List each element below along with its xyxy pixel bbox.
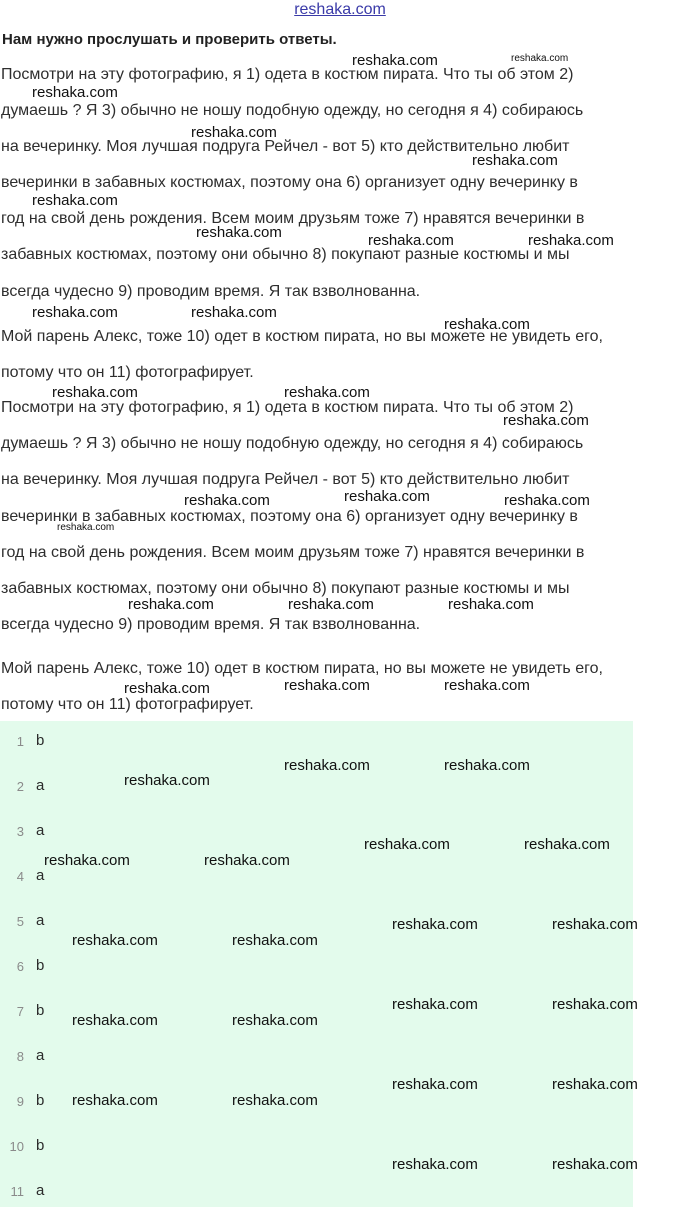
answer-number: 9 <box>16 1094 24 1109</box>
watermark-text: reshaka.com <box>392 1156 478 1173</box>
text-line: потому что он 11) фотографирует. <box>1 696 254 713</box>
watermark-text: reshaka.com <box>552 916 638 933</box>
answer-row <box>0 956 120 976</box>
watermark-text: reshaka.com <box>444 316 530 333</box>
watermark-text: reshaka.com <box>124 772 210 789</box>
watermark-text: reshaka.com <box>344 488 430 505</box>
watermark-text: reshaka.com <box>124 680 210 697</box>
watermark-text: reshaka.com <box>472 152 558 169</box>
watermark-text: reshaka.com <box>392 1076 478 1093</box>
watermark-text: reshaka.com <box>184 492 270 509</box>
watermark-text: reshaka.com <box>191 304 277 321</box>
answer-row <box>0 1181 120 1201</box>
text-line: год на свой день рождения. Всем моим друзьям тоже 7) нравятся вечеринки в <box>1 544 585 561</box>
answer-number: 6 <box>16 959 24 974</box>
watermark-text: reshaka.com <box>204 852 290 869</box>
watermark-text: reshaka.com <box>284 757 370 774</box>
text-line: Мой парень Алекс, тоже 10) одет в костюм пирата, но вы можете не увидеть его, <box>1 328 603 345</box>
answer-number: 1 <box>16 734 24 749</box>
watermark-text: reshaka.com <box>524 836 610 853</box>
watermark-text: reshaka.com <box>552 1156 638 1173</box>
watermark-text: reshaka.com <box>52 384 138 401</box>
watermark-text: reshaka.com <box>288 596 374 613</box>
answer-letter: a <box>36 1047 45 1064</box>
watermark-text: reshaka.com <box>511 53 569 64</box>
text-line: Мой парень Алекс, тоже 10) одет в костюм пирата, но вы можете не увидеть его, <box>1 660 603 677</box>
watermark-text: reshaka.com <box>284 677 370 694</box>
answer-letter: b <box>36 1002 45 1019</box>
watermark-text: reshaka.com <box>368 232 454 249</box>
watermark-text: reshaka.com <box>392 916 478 933</box>
text-line: вечеринки в забавных костюмах, поэтому она 6) организует одну вечеринку в <box>1 174 578 191</box>
watermark-text: reshaka.com <box>448 596 534 613</box>
answer-letter: a <box>36 1182 45 1199</box>
watermark-text: reshaka.com <box>552 1076 638 1093</box>
watermark-text: reshaka.com <box>444 757 530 774</box>
text-line: на вечеринку. Моя лучшая подруга Рейчел - вот 5) кто действительно любит <box>1 471 570 488</box>
answer-number: 10 <box>9 1139 24 1154</box>
answer-row <box>0 731 120 751</box>
answer-letter: b <box>36 1137 45 1154</box>
watermark-text: reshaka.com <box>552 996 638 1013</box>
watermark-text: reshaka.com <box>128 596 214 613</box>
answer-number: 4 <box>16 869 24 884</box>
answer-number: 2 <box>16 779 24 794</box>
watermark-text: reshaka.com <box>72 932 158 949</box>
watermark-text: reshaka.com <box>528 232 614 249</box>
answer-number: 11 <box>10 1184 24 1199</box>
answer-letter: a <box>36 912 45 929</box>
answer-row <box>0 776 120 796</box>
answer-letter: a <box>36 867 45 884</box>
watermark-text: reshaka.com <box>72 1092 158 1109</box>
answer-row <box>0 866 120 886</box>
answer-row <box>0 1136 120 1156</box>
watermark-text: reshaka.com <box>392 996 478 1013</box>
watermark-text: reshaka.com <box>32 192 118 209</box>
answer-letter: b <box>36 957 45 974</box>
task-heading: Нам нужно прослушать и проверить ответы. <box>2 31 337 48</box>
site-watermark-link[interactable]: reshaka.com <box>294 1 386 18</box>
text-line: всегда чудесно 9) проводим время. Я так взволнованна. <box>1 283 421 300</box>
watermark-text: reshaka.com <box>232 932 318 949</box>
answer-letter: a <box>36 822 45 839</box>
text-line: Посмотри на эту фотографию, я 1) одета в костюм пирата. Что ты об этом 2) <box>1 66 574 83</box>
watermark-text: reshaka.com <box>72 1012 158 1029</box>
answer-number: 7 <box>16 1004 24 1019</box>
watermark-text: reshaka.com <box>32 84 118 101</box>
watermark-text: reshaka.com <box>503 412 589 429</box>
watermark-text: reshaka.com <box>32 304 118 321</box>
answer-row <box>0 1046 120 1066</box>
text-line: всегда чудесно 9) проводим время. Я так взволнованна. <box>1 616 421 633</box>
text-line: на вечеринку. Моя лучшая подруга Рейчел - вот 5) кто действительно любит <box>1 138 570 155</box>
answer-number: 3 <box>16 824 24 839</box>
answer-number: 5 <box>16 914 24 929</box>
answer-row <box>0 821 120 841</box>
answers-table <box>0 721 633 1207</box>
watermark-text: reshaka.com <box>284 384 370 401</box>
text-line: думаешь ? Я 3) обычно не ношу подобную одежду, но сегодня я 4) собираюсь <box>1 102 584 119</box>
answer-row <box>0 911 120 931</box>
watermark-text: reshaka.com <box>352 52 438 69</box>
watermark-text: reshaka.com <box>364 836 450 853</box>
answer-number: 8 <box>16 1049 24 1064</box>
answer-letter: a <box>36 777 45 794</box>
text-line: вечеринки в забавных костюмах, поэтому она 6) организует одну вечеринку в <box>1 508 578 525</box>
watermark-text: reshaka.com <box>196 224 282 241</box>
text-line: забавных костюмах, поэтому они обычно 8) покупают разные костюмы и мы <box>1 580 570 597</box>
watermark-text: reshaka.com <box>232 1012 318 1029</box>
text-line: думаешь ? Я 3) обычно не ношу подобную одежду, но сегодня я 4) собираюсь <box>1 435 584 452</box>
answer-letter: b <box>36 732 45 749</box>
watermark-text: reshaka.com <box>57 522 115 533</box>
watermark-text: reshaka.com <box>232 1092 318 1109</box>
text-line: год на свой день рождения. Всем моим друзьям тоже 7) нравятся вечеринки в <box>1 210 585 227</box>
watermark-text: reshaka.com <box>444 677 530 694</box>
text-line: потому что он 11) фотографирует. <box>1 364 254 381</box>
watermark-text: reshaka.com <box>191 124 277 141</box>
answer-letter: b <box>36 1092 45 1109</box>
watermark-text: reshaka.com <box>504 492 590 509</box>
text-line: Посмотри на эту фотографию, я 1) одета в костюм пирата. Что ты об этом 2) <box>1 399 574 416</box>
text-line: забавных костюмах, поэтому они обычно 8) покупают разные костюмы и мы <box>1 246 570 263</box>
watermark-text: reshaka.com <box>44 852 130 869</box>
